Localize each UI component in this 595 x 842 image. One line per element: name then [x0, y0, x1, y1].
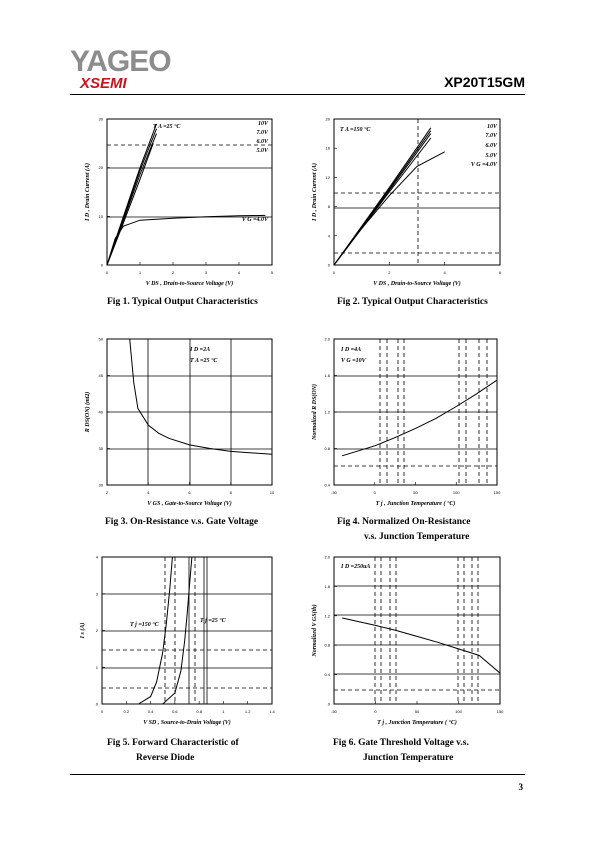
x-tick-label: 150 — [493, 490, 501, 495]
part-number: XP20T15GM — [444, 74, 525, 90]
x-tick-label: 4 — [443, 270, 446, 275]
y-tick-label: 30 — [98, 116, 103, 122]
y-tick-label: 30 — [98, 482, 103, 488]
x-axis-label: V DS , Drain-to-Source Voltage (V) — [373, 281, 461, 287]
y-tick-label: 0.8 — [324, 446, 330, 451]
y-tick-label: 0 — [327, 701, 330, 707]
x-axis-label: V GS , Gate-to-Source Voltage (V) — [147, 501, 232, 507]
y-tick-label: 0 — [100, 262, 103, 268]
figure-5-caption-line2: Reverse Diode — [136, 753, 195, 763]
chart-annotation: T j =25 °C — [200, 618, 226, 624]
chart-annotation: 10V — [486, 124, 497, 130]
x-tick-label: 8 — [229, 490, 232, 495]
x-tick-label: 100 — [452, 490, 460, 495]
x-tick-label: 10 — [269, 490, 275, 495]
chart-annotation: 7.0V — [485, 133, 497, 139]
chart-annotation: T A =25 °C — [153, 124, 181, 130]
x-tick-label: 4 — [147, 490, 150, 495]
y-tick-label: 12 — [325, 174, 330, 180]
y-tick-label: 0 — [95, 701, 98, 707]
chart-annotation: I D =250uA — [341, 564, 371, 570]
x-tick-label: 0.8 — [196, 709, 202, 714]
chart-annotation: T A =150 °C — [340, 127, 371, 133]
x-tick-label: 5 — [270, 270, 274, 275]
y-tick-label: 50 — [98, 336, 103, 342]
chart-annotation: 6.0V — [485, 143, 497, 149]
series-line — [342, 618, 500, 673]
chart-annotation: I D =4A — [341, 347, 362, 353]
x-tick-label: 0 — [374, 709, 377, 714]
x-tick-label: 100 — [455, 709, 462, 714]
x-tick-label: 2 — [388, 270, 391, 275]
figure-4-caption: Fig 4. Normalized On-Resistance — [337, 517, 471, 527]
chart-annotation: V G =4.0V — [470, 162, 497, 168]
figure-6-caption-line2: Junction Temperature — [363, 753, 454, 763]
x-axis-label: T j , Junction Temperature ( °C) — [375, 501, 456, 507]
y-tick-label: 1.6 — [324, 373, 330, 378]
x-tick-label: 0 — [100, 709, 104, 714]
x-tick-label: 6 — [498, 270, 502, 275]
x-tick-label: 50 — [413, 490, 418, 495]
y-axis-label: R DS(ON) (mΩ) — [85, 391, 91, 433]
y-tick-label: 0.4 — [324, 672, 330, 678]
y-axis-label: I D , Drain Current (A) — [85, 162, 91, 222]
chart-annotation: 6.0V — [256, 139, 268, 145]
y-tick-label: 4 — [95, 554, 98, 560]
x-axis-label: V SD , Source-to-Drain Voltage (V) — [143, 720, 231, 726]
footer-rule — [70, 774, 525, 775]
y-tick-label: 0 — [327, 262, 330, 268]
y-axis-label: I D , Drain Current (A) — [312, 162, 318, 222]
x-tick-label: 0.6 — [172, 709, 178, 714]
x-tick-label: 6 — [188, 490, 191, 495]
chart-annotation: 7.0V — [256, 130, 268, 136]
figure-5-caption: Fig 5. Forward Characteristic of — [107, 738, 239, 748]
y-tick-label: 40 — [98, 409, 103, 415]
figure-6-caption: Fig 6. Gate Threshold Voltage v.s. — [333, 738, 469, 748]
y-tick-label: 3 — [95, 591, 98, 597]
y-tick-label: 20 — [325, 116, 330, 122]
x-tick-label: 1 — [222, 709, 225, 714]
logo-xsemi-text: XSEMI — [80, 75, 127, 92]
x-tick-label: 1.2 — [244, 709, 251, 714]
chart-annotation: T j =150 °C — [130, 622, 159, 628]
y-tick-label: 10 — [98, 213, 103, 219]
x-axis-label: T j , Junction Temperature ( °C) — [377, 720, 457, 726]
chart-annotation: T A =25 °C — [190, 358, 218, 364]
x-tick-label: 3 — [204, 270, 208, 275]
x-tick-label: 4 — [237, 270, 241, 275]
y-tick-label: 2.0 — [324, 336, 330, 342]
x-tick-label: 0.2 — [123, 709, 130, 714]
y-tick-label: 1.2 — [324, 613, 330, 619]
chart-annotation: V G =4.0V — [241, 217, 268, 223]
plot-frame — [334, 557, 500, 704]
x-tick-label: -50 — [331, 490, 337, 495]
y-tick-label: 35 — [98, 446, 103, 451]
figure-1-caption: Fig 1. Typical Output Characteristics — [107, 297, 258, 307]
y-tick-label: 4 — [327, 233, 330, 239]
x-tick-label: 150 — [496, 709, 504, 714]
chart-annotation: I D =2A — [190, 347, 211, 353]
figure-3-caption: Fig 3. On-Resistance v.s. Gate Voltage — [105, 517, 259, 527]
y-tick-label: 16 — [325, 145, 330, 151]
y-axis-label: I s (A) — [80, 622, 86, 639]
y-axis-label: Normalized R DS(ON) — [312, 383, 318, 441]
figure-2-caption: Fig 2. Typical Output Characteristics — [337, 297, 488, 307]
x-tick-label: 50 — [414, 709, 420, 714]
y-tick-label: 8 — [327, 204, 330, 210]
x-tick-label: 2 — [105, 490, 109, 495]
y-axis-label: Normalized V GS(th) — [312, 604, 318, 657]
chart-annotation: 5.0V — [485, 153, 497, 159]
y-tick-label: 0.8 — [324, 642, 330, 648]
y-tick-label: 1 — [95, 664, 98, 670]
chart-annotation: V G =10V — [341, 358, 366, 364]
figure-4-caption-line2: v.s. Junction Temperature — [364, 532, 470, 542]
y-tick-label: 20 — [98, 165, 103, 171]
y-tick-label: 2 — [95, 628, 98, 633]
y-tick-label: 2.0 — [324, 554, 330, 560]
y-tick-label: 1.2 — [324, 409, 330, 415]
chart-annotation: 10V — [257, 121, 268, 127]
x-tick-label: 0 — [332, 270, 336, 275]
x-tick-label: 1.4 — [269, 709, 275, 714]
x-tick-label: 2 — [171, 270, 175, 275]
logo-yageo-text: YAGEO — [70, 45, 171, 78]
page-number: 3 — [518, 782, 523, 792]
y-tick-label: 45 — [98, 373, 103, 378]
x-tick-label: 0.4 — [147, 709, 154, 714]
chart-annotation: 5.0V — [256, 148, 268, 154]
x-tick-label: 0 — [373, 490, 376, 495]
x-tick-label: -50 — [331, 709, 337, 714]
x-axis-label: V DS , Drain-to-Source Voltage (V) — [145, 281, 234, 287]
x-tick-label: 1 — [138, 270, 142, 275]
x-tick-label: 0 — [105, 270, 109, 275]
y-tick-label: 1.6 — [324, 583, 330, 589]
y-tick-label: 0.4 — [324, 482, 330, 488]
